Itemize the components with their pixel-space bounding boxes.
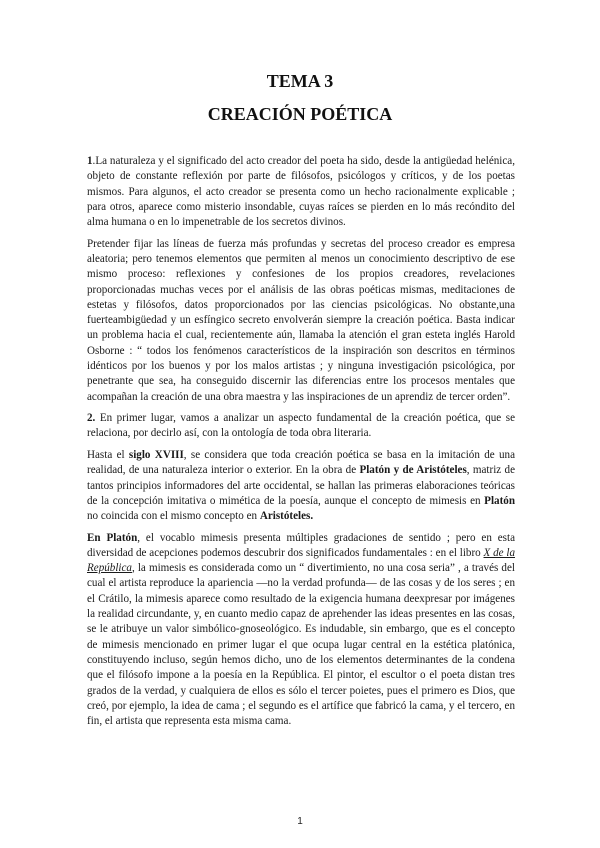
paragraph-5: En Platón, el vocablo mimesis presenta múltiples gradaciones de sentido ; pero en esta diversidad de acepciones podemos descubrir dos significados fundamentales : en el libro X de la República, la mimesis es considerada como un “ divertimiento, no una cosa seria” , a través del cual el artista reproduce la apariencia —no la verdad profunda— de las cosas y de los seres ; en el Crátilo, la mimesis aparece como resultado de la exigencia humana deexpresar por imágenes la realidad circundante, y, en cuanto medio capaz de aprehender las ideas presentes en las cosas, se le atribuye un valor simbólico-gnoseológico. Es indudable, sin embargo, que es el concepto de mimesis mencionado en primer lugar el que ocupa lugar central en la estética platónica, constituyendo incluso, según hemos dicho, uno de los elementos determinantes de la condena que el filósofo impone a la poesía en la República. El pintor, el escultor o el poeta distan tres grados de la verdad, y cualquiera de ellos es sólo el tercer poietes, pues el primero es Dios, que creó, por ejemplo, la idea de cama ; el segundo es el artífice que fabricó la cama, y el tercero, en fin, el artista que representa esta misma cama. [87, 531, 515, 728]
document-body [87, 154, 515, 736]
paragraph-3: 2. En primer lugar, vamos a analizar un aspecto fundamental de la creación poética, que se relaciona, por decirlo así, con la ontología de toda obra literaria. [87, 412, 515, 440]
paragraph-1: 1.La naturaleza y el significado del acto creador del poeta ha sido, desde la antigüedad helénica, objeto de constante reflexión por parte de filósofos, psicólogos y críticos, y de los poetas mismos. Para algunos, el acto creador se presenta como un hecho racionalmente explicable ; para otros, aparece como misterio insondable, cuyas raíces se pierden en lo más recóndito del alma humana o en lo impenetrable de los secretos divinos. [87, 155, 515, 229]
paragraph-1-number: 1 [87, 155, 93, 167]
page-title: TEMA 3 [266, 71, 334, 91]
paragraph-2: Pretender fijar las líneas de fuerza más profundas y secretas del proceso creador es empresa aleatoria; pero tenemos elementos que permiten al menos un conocimiento descriptivo de ese mismo proceso: reflexiones y confesiones de los propios creadores, revelaciones proporcionadas muchas veces por el análisis de las obras poéticas mismas, meditaciones de estetas y filósofos, datos proporcionados por las ciencias psicológicas. No obstante,una fuerteambigüedad y un esfíngico secreto envolverán siempre la creación poética. Basta indicar un problema hacia el cual, recientemente aún, llamaba la atención el gran esteta inglés Harold Osborne : “ todos los fenómenos característicos de la inspiración son descritos en términos idénticos por los buenos y por los malos artistas ; y ninguna investigación psicológica, por penetrante que sea, ha conseguido discernir las diferencias entre los procesos mentales que acompañan la creación de una obra maestra y las inspiraciones de un aprendiz de tercer orden”. [87, 237, 515, 403]
book-reference: X de la República [87, 546, 515, 575]
page-subtitle: CREACIÓN POÉTICA [207, 104, 393, 124]
author-name: Harold Osborne [87, 329, 515, 357]
paragraph-3-number: 2. [87, 412, 96, 425]
page-number: 1 [297, 816, 303, 827]
paragraph-4: Hasta el siglo XVIII, se considera que toda creación poética se basa en la imitación de una realidad, de una naturaleza interior o exterior. En la obra de Platón y de Aristóteles, matriz de tantos principios informadores del arte occidental, se hallan las primeras elaboraciones teóricas de la concepción imitativa o mimética de la poesía, aunque el concepto de mimesis en Platón no coincida con el mismo concepto en Aristóteles. [87, 448, 515, 523]
